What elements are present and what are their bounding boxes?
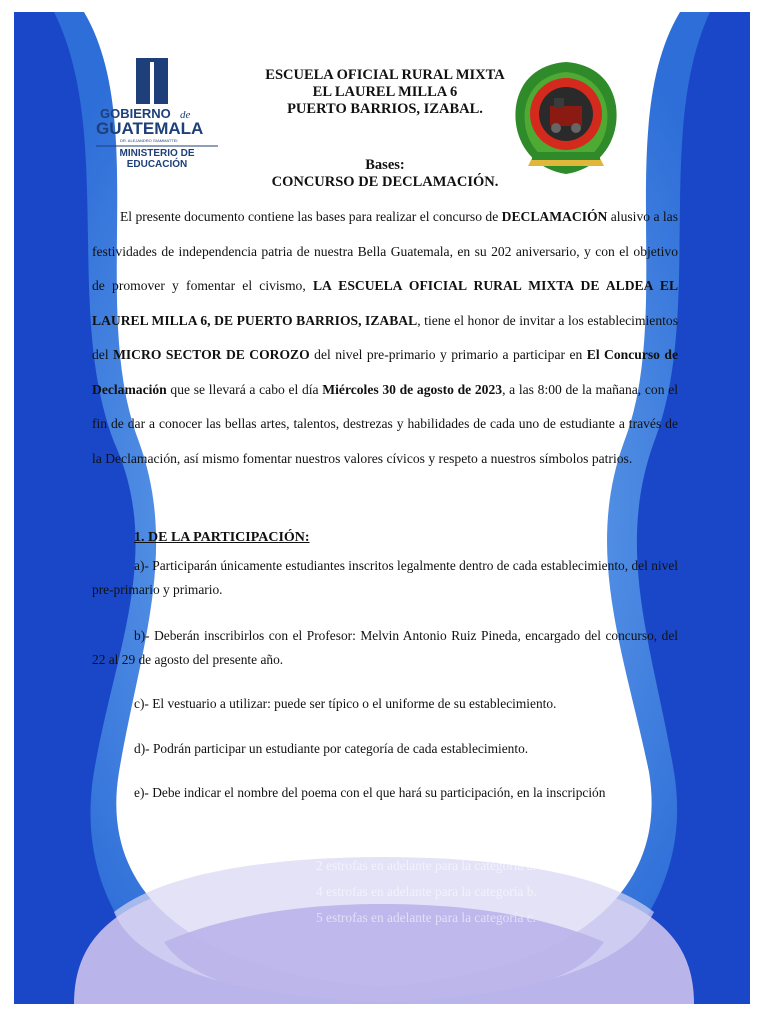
school-name-line1: ESCUELA OFICIAL RURAL MIXTA [265, 67, 505, 83]
rule-c: c)- El vestuario a utilizar: puede ser típico o el uniforme de su establecimiento. [134, 696, 557, 711]
rule-d: d)- Podrán participar un estudiante por categoría de cada establecimiento. [134, 741, 529, 756]
rule-f-category-b: 4 estrofas en adelante para la categoría b. [316, 884, 537, 899]
section-participation-title: 1. DE LA PARTICIPACIÓN: [134, 530, 310, 545]
gobierno-guatemala-logo [86, 44, 228, 168]
bases-heading: Bases: [365, 157, 405, 173]
rule-a: a)- Participarán únicamente estudiantes inscritos legalmente dentro de cada establecimiento, del nivel pre-primario y primario. [92, 558, 678, 597]
logo-gobierno-text: GOBIERNO [100, 106, 171, 121]
rule-f-category-c: 5 estrofas en adelante para la categoría c. [316, 910, 537, 925]
school-name-line2: EL LAUREL MILLA 6 [312, 84, 458, 100]
logo-de-text: de [180, 109, 191, 121]
rule-f: f)- El poema debe tener: [134, 834, 265, 849]
logo-guatemala-text: GUATEMALA [96, 119, 204, 138]
ministry-logo-icon [86, 44, 228, 168]
contest-title: CONCURSO DE DECLAMACIÓN. [271, 174, 499, 190]
intro-paragraph: El presente documento contiene las bases para realizar el concurso de DECLAMACIÓN alusivo a las festividades de independencia patria de nuestra Bella Guatemala, en su 202 aniversario, y con el objetivo de promover y fomentar el civismo, LA ESCUELA OFICIAL RURAL MIXTA DE ALDEA EL LAUREL MILLA 6, DE PUERTO BARRIOS, IZABAL, tiene el honor de invitar a los establecimientos del MICRO SECTOR DE COROZO del nivel pre-primario y primario a participar en El Concurso de Declamación que se llevará a cabo el día Miércoles 30 de agosto de 2023, a las 8:00 de la mañana, con el fin de dar a conocer las bellas artes, talentos, destrezas y habilidades de cada uno de estudiante a través de la Declamación, así mismo fomentar nuestros valores cívicos y respeto a nuestros símbolos patrios. [92, 209, 679, 466]
rule-b: b)- Deberán inscribirlos con el Profesor: Melvin Antonio Ruiz Pineda, encargado del concurso, del 22 al 29 de agosto del presente año. [92, 628, 678, 667]
logo-subtitle: DR. ALEJANDRO GIAMMATTEI [120, 138, 178, 143]
rule-f-category-a: 2 estrofas en adelante para la categoría a. [316, 858, 537, 873]
rule-e: e)- Debe indicar el nombre del poema con el que hará su participación, en la inscripción [134, 785, 606, 800]
logo-ministry-line2: EDUCACIÓN [126, 159, 188, 168]
school-location: PUERTO BARRIOS, IZABAL. [287, 101, 483, 117]
logo-ministry-line1: MINISTERIO DE [119, 148, 195, 159]
